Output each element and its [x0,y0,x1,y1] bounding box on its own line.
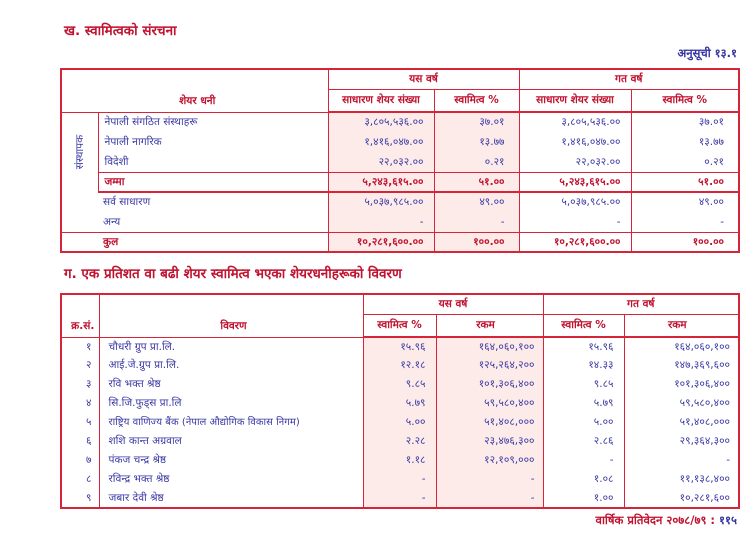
ty-amount: १२५,२६४,२०० [436,356,543,375]
ly-share-count: ५,२४३,६१५.०० [519,172,631,192]
ly-ownership-pct: १५.९६ [543,337,624,356]
header-share-count-ty: साधारण शेयर संख्या [328,89,434,112]
shareholder-name: जबार देवी श्रेष्ठ [99,489,363,508]
ty-ownership-pct: ०.२१ [434,152,519,172]
shareholder-name: रविन्द्र भक्त श्रेष्ठ [99,470,363,489]
row-label: नेपाली संगठित संस्थाहरू [104,116,198,129]
ly-ownership-pct: १.०० [543,489,624,508]
ownership-structure-table [60,68,740,253]
table-row [61,375,739,394]
ly-ownership-pct: १.०८ [543,470,624,489]
ty-amount: ५९,५८०,४०० [436,394,543,413]
ly-share-count: ३,८०५,५३६.०० [519,112,631,132]
ty-ownership-pct: - [363,470,436,489]
grand-total-row [61,232,739,252]
ty-share-count: - [328,212,434,232]
ty-ownership-pct: १.१८ [363,451,436,470]
header-ownership-pct-ly: स्वामित्व % [631,89,739,112]
header-amount-ty: रकम [436,314,543,337]
header-this-year: यस वर्ष [328,69,519,89]
ly-amount: ५९,५८०,४०० [624,394,739,413]
shareholder-name: पंकज चन्द्र श्रेष्ठ [99,451,363,470]
ly-ownership-pct: ९.८५ [543,375,624,394]
row-label: अन्य [103,215,121,228]
ty-ownership-pct: १५.९६ [363,337,436,356]
subtotal-row [61,172,739,192]
ly-ownership-pct: ५.०० [543,413,624,432]
ty-amount: २३,४७६,३०० [436,432,543,451]
ty-ownership-pct: ३७.०१ [434,112,519,132]
shareholder-name: आई.जे.ग्रुप प्रा.लि. [99,356,363,375]
ly-amount: ११,१३८,४०० [624,470,739,489]
table-row [61,394,739,413]
page-footer [596,513,737,528]
header-ownership-pct-ly: स्वामित्व % [543,314,624,337]
ly-share-count: ५,०३७,९८५.०० [519,192,631,212]
header-amount-ly: रकम [624,314,739,337]
row-label: कुल [61,232,328,252]
header-this-year: यस वर्ष [363,294,543,314]
ly-ownership-pct: ५१.०० [631,172,739,192]
table-row [61,132,739,152]
ly-share-count: १०,२८१,६००.०० [519,232,631,252]
ly-amount: १०१,३०६,४०० [624,375,739,394]
ty-ownership-pct: १००.०० [434,232,519,252]
table-row [61,470,739,489]
ty-amount: १६४,०६०,१०० [436,337,543,356]
shareholder-name: राष्ट्रिय वाणिज्य बैंक (नेपाल औद्योगिक विकास निगम) [99,413,363,432]
ly-share-count: १,४१६,०४७.०० [519,132,631,152]
ly-amount: १६४,०६०,१०० [624,337,739,356]
ty-amount: - [436,489,543,508]
header-ownership-pct-ty: स्वामित्व % [434,89,519,112]
ly-amount: २९,३६४,३०० [624,432,739,451]
ly-ownership-pct: ५.७९ [543,394,624,413]
ty-share-count: १०,२८१,६००.०० [328,232,434,252]
table-row [61,337,739,356]
ty-ownership-pct: १३.७७ [434,132,519,152]
page-number: ११५ [719,513,737,527]
ty-share-count: २२,०३२.०० [328,152,434,172]
row-label: नेपाली नागरिक [104,135,162,148]
section-b-title: ख. स्वामित्वको संरचना [64,23,177,39]
ly-ownership-pct: २.८६ [543,432,624,451]
ty-ownership-pct: २.२८ [363,432,436,451]
header-detail: विवरण [99,294,363,337]
ty-ownership-pct: ९.८५ [363,375,436,394]
ly-ownership-pct: १००.०० [631,232,739,252]
ty-share-count: ५,२४३,६१५.०० [328,172,434,192]
table-row [61,413,739,432]
ly-ownership-pct: ४९.०० [631,192,739,212]
header-sn: क्र.सं. [61,294,99,337]
serial-number: ७ [86,454,92,467]
ly-share-count: - [519,212,631,232]
ty-ownership-pct: ४९.०० [434,192,519,212]
shareholder-name: चौधरी ग्रुप प्रा.लि. [99,337,363,356]
row-label: विदेशी [104,155,129,168]
ly-ownership-pct: ३७.०१ [631,112,739,132]
ty-ownership-pct: १२.१८ [363,356,436,375]
founder-group-label: संस्थापक [61,112,98,192]
header-ownership-pct-ty: स्वामित्व % [363,314,436,337]
report-label: वार्षिक प्रतिवेदन २०७८/७९ : [595,513,716,527]
ly-ownership-pct: १३.७७ [631,132,739,152]
ly-ownership-pct: ०.२१ [631,152,739,172]
ty-amount: १२,१०९,००० [436,451,543,470]
ly-share-count: २२,०३२.०० [519,152,631,172]
ty-ownership-pct: ५.७९ [363,394,436,413]
ly-ownership-pct: - [543,451,624,470]
table-row [61,356,739,375]
serial-number: २ [86,359,92,372]
header-last-year: गत वर्ष [543,294,739,314]
serial-number: ४ [86,397,92,410]
ty-ownership-pct: ५.०० [363,413,436,432]
ty-share-count: १,४१६,०४७.०० [328,132,434,152]
shareholder-name: रवि भक्त श्रेष्ठ [99,375,363,394]
table-row [61,212,739,232]
serial-number: १ [86,340,92,353]
serial-number: ९ [86,491,92,504]
ly-ownership-pct: १४.३३ [543,356,624,375]
table-row [61,152,739,172]
ly-amount: ५१,४०८,००० [624,413,739,432]
ty-share-count: ५,०३७,९८५.०० [328,192,434,212]
ty-ownership-pct: ५१.०० [434,172,519,192]
table-row [61,432,739,451]
serial-number: ३ [86,378,92,391]
shareholder-name: सि.जि.फुड्स प्रा.लि [99,394,363,413]
ly-ownership-pct: - [631,212,739,232]
header-last-year: गत वर्ष [519,69,739,89]
serial-number: ५ [86,416,92,429]
ty-amount: - [436,470,543,489]
serial-number: ८ [86,473,92,486]
header-share-holder: शेयर धनी [61,69,328,112]
ly-amount: १०,२८१,६०० [624,489,739,508]
ty-ownership-pct: - [363,489,436,508]
serial-number: ६ [86,435,92,448]
ly-amount: - [624,451,739,470]
table-row [61,489,739,508]
ty-ownership-pct: - [434,212,519,232]
row-label: जम्मा [98,172,328,192]
section-c-title: ग. एक प्रतिशत वा बढी शेयर स्वामित्व भएका शेयरधनीहरूको विवरण [64,266,402,282]
ty-share-count: ३,८०५,५३६.०० [328,112,434,132]
major-shareholders-table [60,293,740,509]
ty-amount: १०१,३०६,४०० [436,375,543,394]
ty-amount: ५१,४०८,००० [436,413,543,432]
table-row [61,112,739,132]
table-row [61,192,739,212]
table-row [61,451,739,470]
annex-label: अनुसूची १३.१ [677,46,737,60]
row-label: सर्व साधारण [103,196,151,209]
header-share-count-ly: साधारण शेयर संख्या [519,89,631,112]
ly-amount: १४७,३६९,६०० [624,356,739,375]
shareholder-name: शशि कान्त अग्रवाल [99,432,363,451]
